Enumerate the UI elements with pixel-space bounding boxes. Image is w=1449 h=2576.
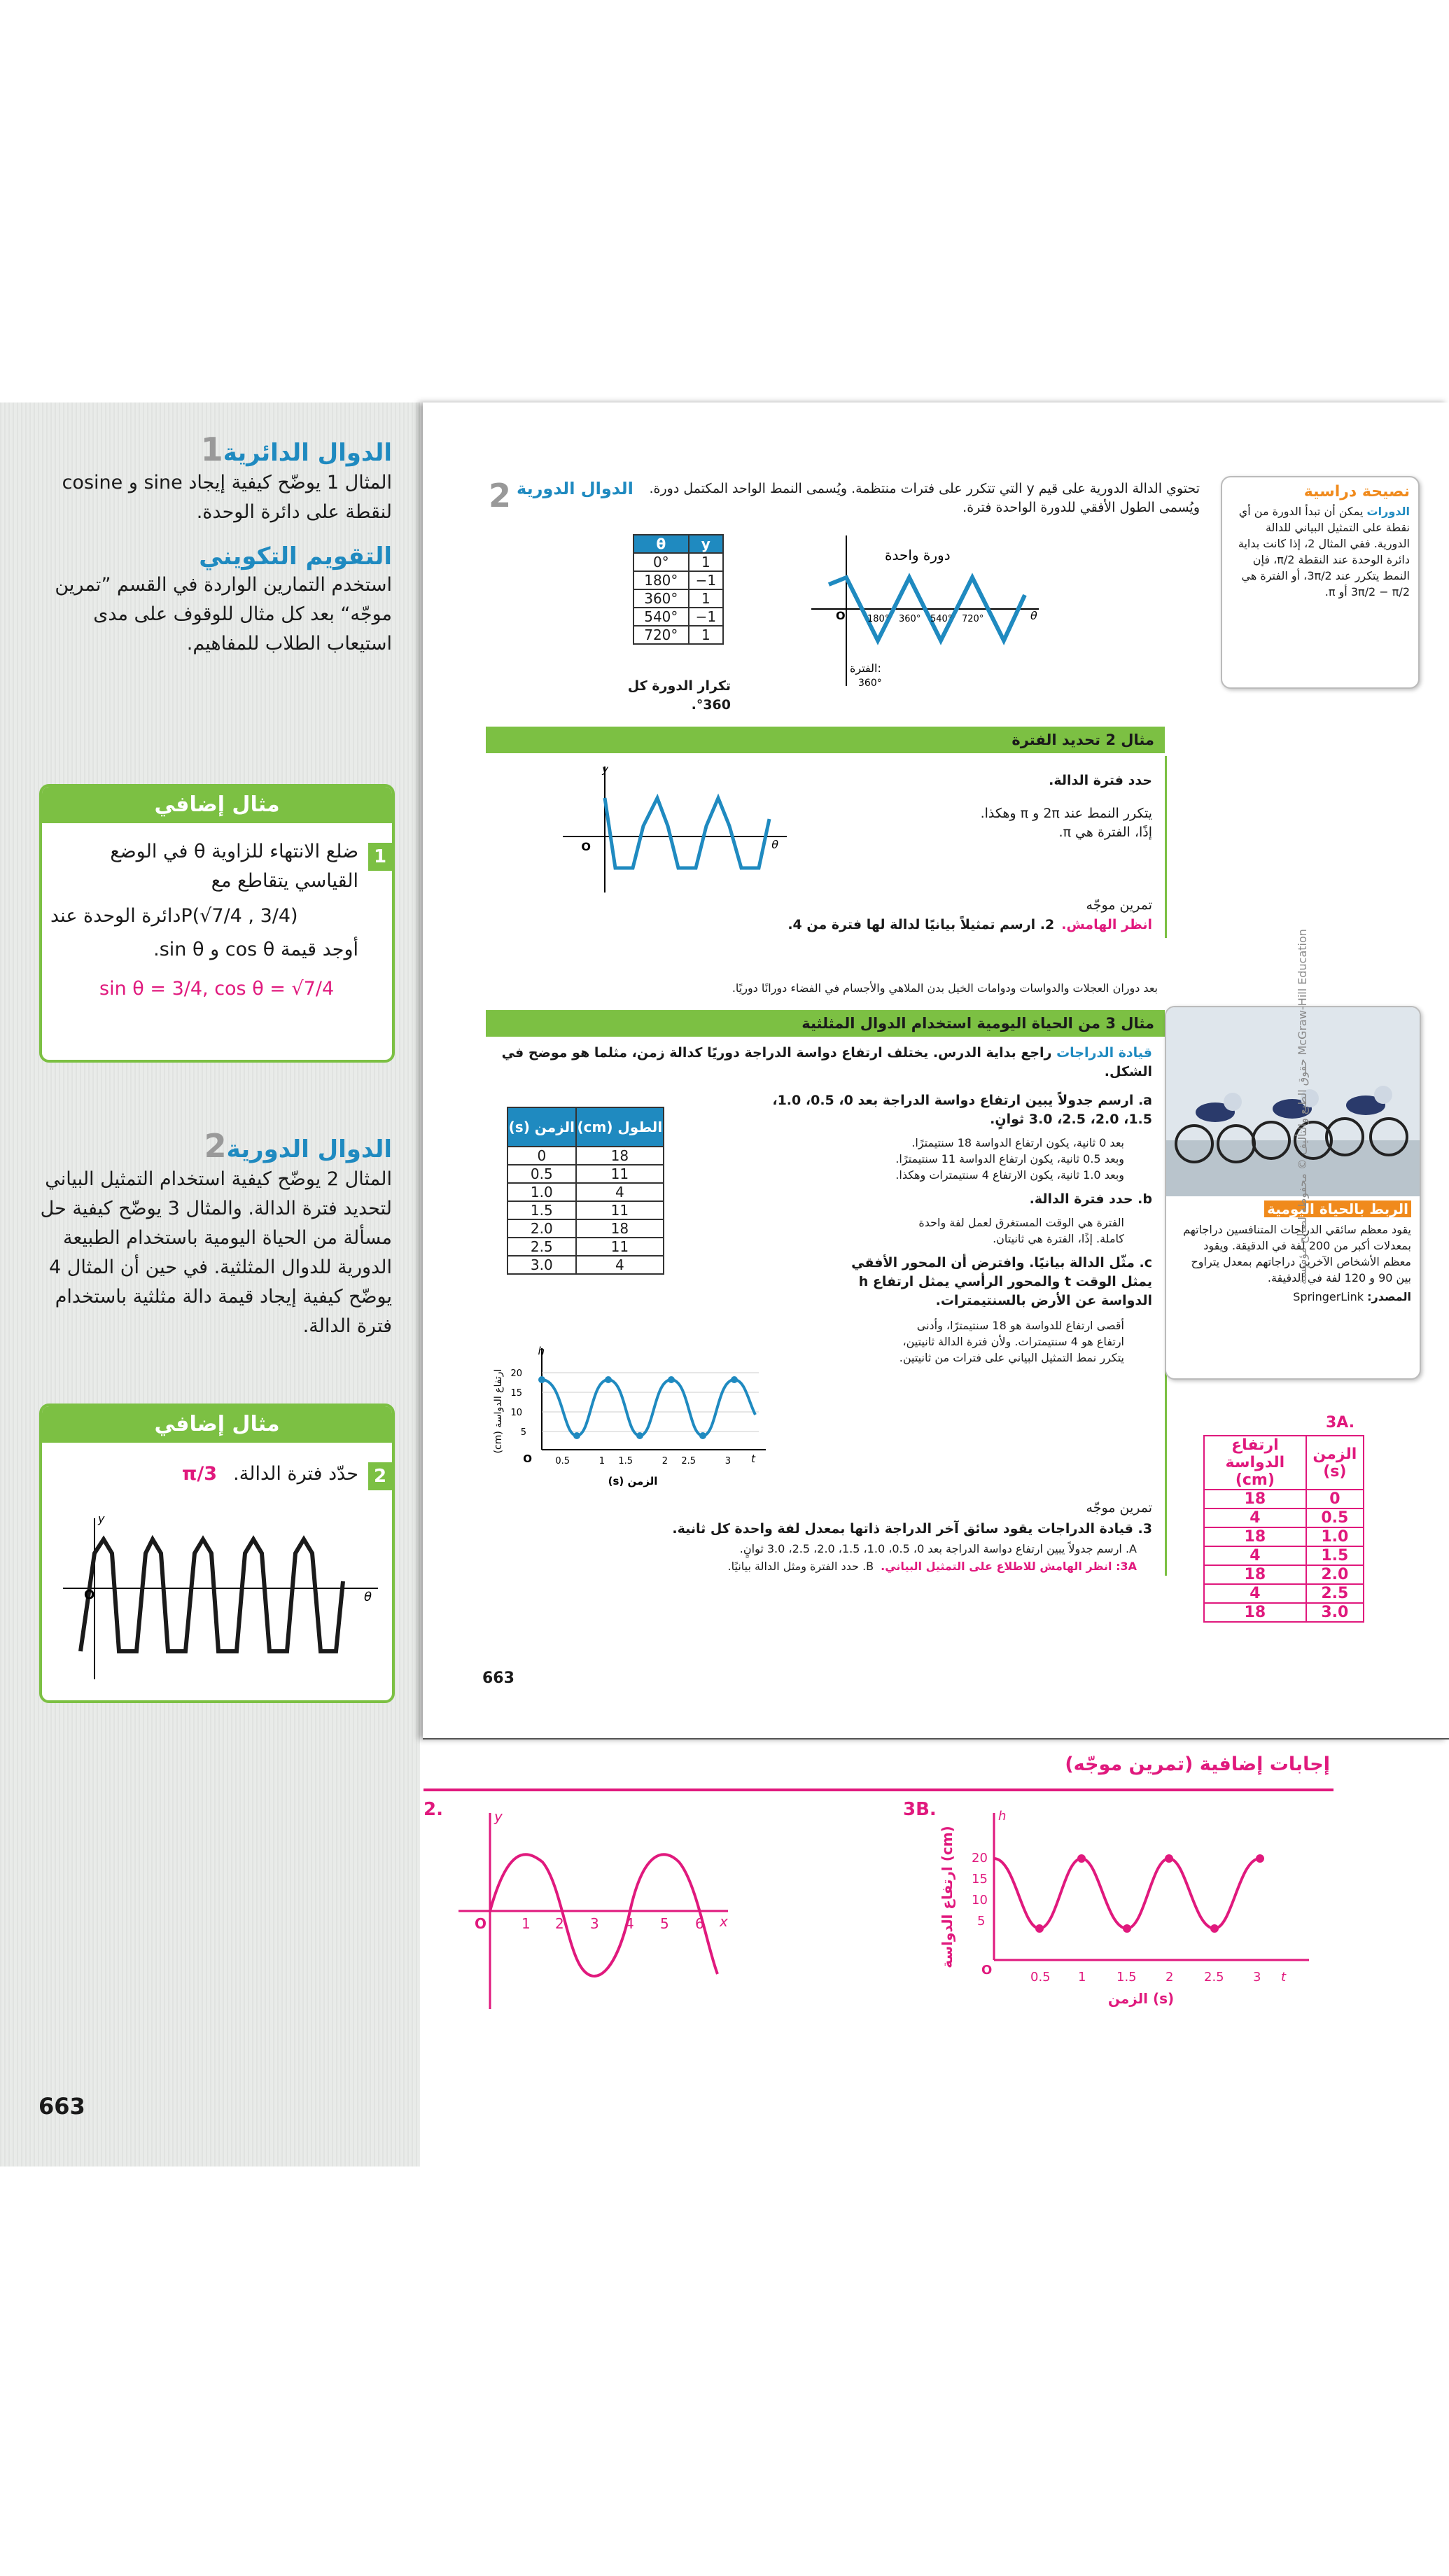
example-3-lead-text: راجع بداية الدرس. يختلف ارتفاع دواسة الدراجة دوريًا كدالة زمن، مثلما هو موضح في الشكل. bbox=[501, 1045, 1152, 1079]
table-cell: 1 bbox=[689, 626, 723, 644]
pedal-graph-xlabel: الزمن (s) bbox=[608, 1475, 658, 1488]
svg-text:5: 5 bbox=[660, 1915, 669, 1932]
svg-text:6: 6 bbox=[695, 1915, 704, 1932]
cycle-caption: تكرار الدورة كل 360°. bbox=[627, 678, 731, 713]
example-2-ref: انظر الهامش. bbox=[1061, 917, 1152, 932]
page-section-intro: تحتوي الدالة الدورية على قيم y التي تتكرر على فترات منتظمة. ويُسمى النمط الواحد المكتمل دورة. ويُسمى الطول الأفقي للدورة الواحدة فترة. bbox=[649, 481, 1200, 515]
svg-text:15: 15 bbox=[972, 1872, 988, 1886]
example-3-a-line3: وبعد 1.0 ثانية، يكون الارتفاع 4 سنتيمترات وهكذا. bbox=[895, 1168, 1124, 1182]
real-world-title: الربط بالحياة اليومية bbox=[1264, 1200, 1411, 1217]
svg-text:y: y bbox=[98, 1512, 105, 1525]
example-3-a-line1: بعد 0 ثانية، يكون ارتفاع الدواسة 18 سنتيمترًا. bbox=[911, 1136, 1124, 1149]
table-cell: 1.0 bbox=[507, 1183, 576, 1201]
extra-example-1-line1: ضلع الانتهاء للزاوية θ في الوضع bbox=[110, 841, 358, 862]
svg-text:0.5: 0.5 bbox=[555, 1456, 570, 1466]
example-2-question: حدد فترة الدالة. bbox=[1049, 773, 1152, 788]
study-tip-callout bbox=[1221, 476, 1420, 689]
example-3-lead: قيادة الدراجات bbox=[1056, 1045, 1152, 1060]
table-cell: 4 bbox=[1204, 1584, 1306, 1603]
table-cell: 1.5 bbox=[1306, 1546, 1364, 1565]
pedal-table-header: الزمن (s) bbox=[507, 1107, 576, 1147]
pedal-graph-h: h bbox=[538, 1345, 545, 1357]
svg-text:3: 3 bbox=[724, 1456, 731, 1466]
example-3-bar: مثال 3 من الحياة اليومية استخدام الدوال المثلثية bbox=[486, 1010, 1165, 1037]
period-value: 360° bbox=[858, 678, 882, 689]
svg-text:O: O bbox=[581, 840, 591, 853]
section-2-number: 2 bbox=[204, 1127, 227, 1165]
table-cell: 2.5 bbox=[507, 1238, 576, 1256]
pedal-graph-ylabel: ارتفاع الدواسة (cm) bbox=[493, 1368, 504, 1454]
table-cell: 0 bbox=[1306, 1490, 1364, 1508]
svg-text:O: O bbox=[836, 609, 846, 622]
extra-example-1-box bbox=[39, 784, 395, 1063]
example-3-b-line1: الفترة هي الوقت المستغرق لعمل لفة واحدة bbox=[918, 1216, 1124, 1229]
answer-3b-graph bbox=[931, 1806, 1323, 2009]
svg-text:O: O bbox=[981, 1963, 993, 1977]
table-cell: 720° bbox=[634, 626, 689, 644]
theta-table-header: y bbox=[689, 535, 723, 553]
table-cell: 11 bbox=[576, 1201, 664, 1219]
copyright-spine: حقوق الطبع والتأليف © محفوظة لصالح مؤسسة McGraw-Hill Education bbox=[1296, 929, 1309, 1284]
extra-example-2-text: حدّد فترة الدالة. bbox=[233, 1463, 358, 1485]
svg-text:θ: θ bbox=[364, 1590, 372, 1604]
table-cell: 11 bbox=[576, 1165, 664, 1183]
svg-text:10: 10 bbox=[972, 1893, 988, 1907]
example-2-body bbox=[486, 756, 1167, 938]
real-world-source: SpringerLink bbox=[1293, 1290, 1364, 1303]
extra-example-1-answer: sin θ = 3/4, cos θ = √7/4 bbox=[99, 978, 335, 1000]
svg-text:x: x bbox=[720, 1913, 728, 1930]
one-cycle-label: دورة واحدة bbox=[885, 547, 951, 564]
table-cell: 11 bbox=[576, 1238, 664, 1256]
extra-example-2-graph bbox=[56, 1511, 385, 1686]
formative-block bbox=[28, 542, 392, 659]
section-2-block bbox=[28, 1127, 392, 1341]
table-cell: 3.0 bbox=[1306, 1603, 1364, 1622]
triangle-wave-graph bbox=[808, 532, 1046, 693]
section-1-text: المثال 1 يوضّح كيفية إيجاد sine و cosine لنقطة على دائرة الوحدة. bbox=[62, 472, 392, 523]
table-cell: 0° bbox=[634, 553, 689, 571]
page-section-number: 2 bbox=[489, 477, 512, 514]
table-cell: 2.0 bbox=[507, 1219, 576, 1238]
table-cell: 18 bbox=[576, 1219, 664, 1238]
study-tip-text: يمكن أن تبدأ الدورة من أي نقطة على التمثيل البياني للدالة الدورية. ففي المثال 2، إذا كانت بداية دائرة الوحدة عند النقطة π/2، فإن النمط يتكرر عند 3π/2، أو الفترة هي 3π/2 − π/2 أو π. bbox=[1238, 505, 1410, 598]
outer-page-number: 663 bbox=[38, 2093, 85, 2120]
table-cell: −1 bbox=[689, 571, 723, 589]
theta-table bbox=[633, 534, 724, 645]
formative-text: استخدم التمارين الواردة في القسم ”تمرين موجّه“ بعد كل مثال للوقوف على مدى استيعاب الطلاب للمفاهيم. bbox=[55, 574, 392, 654]
real-world-text: يقود معظم سائقي الدراجات المتنافسين دراجاتهم بمعدلات أكبر من 200 لفة في الدقيقة. ويقود معظم الأشخاص الآخرين دراجاتهم بمعدل يتراوح بين 90 و 120 لفة في الدقيقة. bbox=[1183, 1223, 1411, 1284]
example-2-bar: مثال 2 تحديد الفترة bbox=[486, 727, 1165, 753]
period-label: الفترة: bbox=[850, 662, 881, 675]
example-3-practice-b-ref: 3A: انظر الهامش للاطلاع على التمثيل البياني. bbox=[881, 1560, 1137, 1573]
svg-text:20: 20 bbox=[510, 1368, 522, 1379]
svg-text:t: t bbox=[1281, 1970, 1287, 1984]
svg-text:θ: θ bbox=[1030, 609, 1037, 622]
svg-text:θ: θ bbox=[771, 838, 778, 851]
tick-label: 540° bbox=[930, 614, 953, 624]
section-1-number: 1 bbox=[200, 430, 223, 468]
pedal-height-graph bbox=[486, 1345, 780, 1492]
section-1-block bbox=[28, 430, 392, 527]
svg-text:5: 5 bbox=[977, 1914, 986, 1928]
teacher-margin-column bbox=[0, 402, 420, 2166]
example-3-c-line3: يتكرر نمط التمثيل البياني على فترات من ثانيتين. bbox=[899, 1351, 1124, 1364]
svg-text:2.5: 2.5 bbox=[681, 1456, 696, 1466]
answer-3b-label: 3B. bbox=[903, 1799, 937, 1820]
table-cell: 18 bbox=[1204, 1565, 1306, 1584]
extra-example-2-answer: π/3 bbox=[182, 1463, 218, 1485]
study-tip-bold: الدورات bbox=[1366, 505, 1410, 518]
table-cell: 4 bbox=[1204, 1546, 1306, 1565]
svg-text:1: 1 bbox=[1078, 1970, 1086, 1984]
table-cell: 1.0 bbox=[1306, 1527, 1364, 1546]
svg-text:y: y bbox=[494, 1808, 503, 1825]
svg-text:15: 15 bbox=[510, 1388, 522, 1399]
table-cell: 0.5 bbox=[1306, 1508, 1364, 1527]
pedal-graph-t: t bbox=[751, 1452, 755, 1465]
answer-2-label: 2. bbox=[424, 1799, 443, 1820]
section-2-title: الدوال الدورية bbox=[226, 1135, 392, 1163]
table-cell: 3.0 bbox=[507, 1256, 576, 1274]
section-2-text: المثال 2 يوضّح كيفية استخدام التمثيل البياني لتحديد فترة الدالة. والمثال 3 يوضّح كيفية حل مسألة من الحياة اليومية باستخدام الطبيعة الدورية للدوال المثلثية. في حين أن المثال 4 يوضّح كيفية إيجاد قيمة دالة مثلثية باستخدام فترة الدالة. bbox=[40, 1168, 392, 1337]
additional-answers-title: إجابات إضافية (تمرين موجّه) bbox=[1065, 1754, 1330, 1775]
extra-example-1-line2: القياسي يتقاطع مع bbox=[211, 870, 358, 892]
section-2-heading bbox=[28, 1127, 392, 1165]
svg-text:2.5: 2.5 bbox=[1204, 1970, 1224, 1984]
extra-example-1-point: P(√7/4 , 3/4) bbox=[181, 905, 298, 927]
example-3-c-line1: أقصى ارتفاع للدواسة هو 18 سنتيمترًا، وأدنى bbox=[916, 1319, 1124, 1332]
svg-text:5: 5 bbox=[520, 1427, 526, 1438]
example-2-guided-label: تمرين موجّه bbox=[1086, 897, 1152, 913]
svg-text:O: O bbox=[475, 1915, 487, 1932]
extra-example-2-number: 2 bbox=[368, 1462, 392, 1490]
student-page bbox=[423, 402, 1449, 1740]
table-cell: 360° bbox=[634, 589, 689, 608]
section-2-intro bbox=[486, 479, 1200, 517]
table-cell: 1.5 bbox=[507, 1201, 576, 1219]
table-cell: 0.5 bbox=[507, 1165, 576, 1183]
example-2-answer-1: يتكرر النمط عند 2π و π وهكذا. bbox=[980, 806, 1152, 821]
table-cell: 18 bbox=[1204, 1603, 1306, 1622]
svg-text:h: h bbox=[998, 1809, 1007, 1823]
example-3-part-c: c. مثّل الدالة بيانيًا. وافترض أن المحور الأفقي يمثل الوقت t والمحور الرأسي يمثل ارتفاع h الدواسة عن الأرض بالسنتيمترات. bbox=[851, 1255, 1152, 1308]
theta-table-header: θ bbox=[634, 535, 689, 553]
example-3-part-a: a. ارسم جدولاً يبين ارتفاع دواسة الدراجة بعد 0، 0.5، 1.0، 1.5، 2.0، 2.5، 3.0 ثوانٍ. bbox=[772, 1093, 1152, 1127]
table-cell: 2.0 bbox=[1306, 1565, 1364, 1584]
table-cell: 180° bbox=[634, 571, 689, 589]
example-3-practice: 3. قيادة الدراجات يقود سائق آخر الدراجة ذاتها بمعدل لفة واحدة كل ثانية. bbox=[672, 1521, 1152, 1536]
svg-text:3: 3 bbox=[1253, 1970, 1261, 1984]
answer-3b-ylabel: ارتفاع الدواسة (cm) bbox=[939, 1826, 955, 1968]
table-cell: 2.5 bbox=[1306, 1584, 1364, 1603]
svg-text:O: O bbox=[523, 1452, 532, 1465]
tick-label: 180° bbox=[867, 614, 890, 624]
answer-3a-header: ارتفاع الدواسة (cm) bbox=[1204, 1436, 1306, 1490]
section-1-heading bbox=[28, 430, 392, 468]
study-tip-title: نصيحة دراسية bbox=[1303, 483, 1410, 500]
table-cell: 1 bbox=[689, 553, 723, 571]
table-cell: 0 bbox=[507, 1147, 576, 1165]
extra-example-1-number: 1 bbox=[368, 843, 392, 871]
pedal-table-header: الطول (cm) bbox=[576, 1107, 664, 1147]
tick-label: 720° bbox=[962, 614, 984, 624]
page-section-title: الدوال الدورية bbox=[517, 479, 634, 498]
real-world-source-label: المصدر: bbox=[1367, 1290, 1411, 1303]
extra-example-2-box bbox=[39, 1404, 395, 1703]
svg-text:4: 4 bbox=[625, 1915, 634, 1932]
table-cell: 4 bbox=[576, 1256, 664, 1274]
table-cell: 18 bbox=[576, 1147, 664, 1165]
svg-text:10: 10 bbox=[510, 1408, 522, 1418]
svg-text:y: y bbox=[602, 763, 608, 776]
example-3-body bbox=[486, 1037, 1167, 1576]
svg-text:2: 2 bbox=[555, 1915, 564, 1932]
example-2-practice: 2. ارسم تمثيلاً بيانيًا لدالة لها فترة من 4. bbox=[788, 917, 1055, 932]
pedal-table bbox=[507, 1107, 664, 1275]
answers-divider bbox=[424, 1788, 1334, 1791]
svg-text:1: 1 bbox=[598, 1456, 605, 1466]
example-3-practice-b: B. حدد الفترة ومثل الدالة بيانيًا. bbox=[727, 1560, 874, 1573]
example-2-graph bbox=[556, 763, 794, 896]
table-cell: 4 bbox=[576, 1183, 664, 1201]
answer-3a-header: الزمن (s) bbox=[1306, 1436, 1364, 1490]
answer-3b-xlabel: الزمن (s) bbox=[1107, 1990, 1175, 2007]
svg-text:1.5: 1.5 bbox=[1116, 1970, 1137, 1984]
answer-2-graph bbox=[448, 1806, 742, 2016]
table-cell: −1 bbox=[689, 608, 723, 626]
svg-text:1.5: 1.5 bbox=[618, 1456, 633, 1466]
svg-text:2: 2 bbox=[1166, 1970, 1174, 1984]
cyclists-photo bbox=[1166, 1007, 1420, 1196]
extra-example-1-line3: دائرة الوحدة عند bbox=[50, 905, 181, 927]
extra-example-2-head: مثال إضافي bbox=[42, 1406, 392, 1443]
svg-text:1: 1 bbox=[522, 1915, 531, 1932]
svg-text:2: 2 bbox=[662, 1456, 668, 1466]
table-cell: 18 bbox=[1204, 1490, 1306, 1508]
example-3-part-b: b. حدد فترة الدالة. bbox=[1029, 1191, 1152, 1207]
example-3-b-line2: كاملة. إذًا، الفترة هي ثانيتان. bbox=[993, 1232, 1124, 1245]
table-cell: 18 bbox=[1204, 1527, 1306, 1546]
example-3-c-line2: ارتفاع هو 4 سنتيمترات. ولأن فترة الدالة ثانيتين، bbox=[902, 1335, 1124, 1348]
page-number: 663 bbox=[482, 1670, 514, 1687]
formative-heading: التقويم التكويني bbox=[199, 542, 392, 570]
svg-text:3: 3 bbox=[590, 1915, 599, 1932]
example-3-practice-a: A. ارسم جدولاً يبين ارتفاع دواسة الدراجة بعد 0، 0.5، 1.0، 1.5، 2.0، 2.5، 3.0 ثوانٍ. bbox=[739, 1542, 1137, 1555]
svg-text:O: O bbox=[84, 1588, 95, 1602]
periodic-footnote: بعد دوران العجلات والدواسات ودوامات الخيل بدن الملاهي والأجسام في الفضاء دورانًا دوريًا. bbox=[732, 981, 1158, 995]
svg-text:20: 20 bbox=[972, 1851, 988, 1865]
example-3-a-line2: وبعد 0.5 ثانية، يكون ارتفاع الدواسة 11 سنتيمترًا. bbox=[895, 1152, 1124, 1166]
section-1-title: الدوال الدائرية bbox=[223, 439, 392, 467]
example-3-guided-label: تمرين موجّه bbox=[1086, 1500, 1152, 1516]
extra-example-1-head: مثال إضافي bbox=[42, 787, 392, 823]
table-cell: 540° bbox=[634, 608, 689, 626]
extra-example-1-line4: أوجد قيمة cos θ و sin θ. bbox=[153, 939, 358, 960]
answer-3a-table bbox=[1203, 1435, 1364, 1623]
svg-text:0.5: 0.5 bbox=[1030, 1970, 1051, 1984]
table-cell: 1 bbox=[689, 589, 723, 608]
tick-label: 360° bbox=[899, 614, 921, 624]
answer-3a-label: 3A. bbox=[1326, 1414, 1355, 1432]
example-2-answer-2: إذًا، الفترة هي π. bbox=[1058, 825, 1152, 840]
real-world-callout bbox=[1165, 1006, 1421, 1380]
table-cell: 4 bbox=[1204, 1508, 1306, 1527]
